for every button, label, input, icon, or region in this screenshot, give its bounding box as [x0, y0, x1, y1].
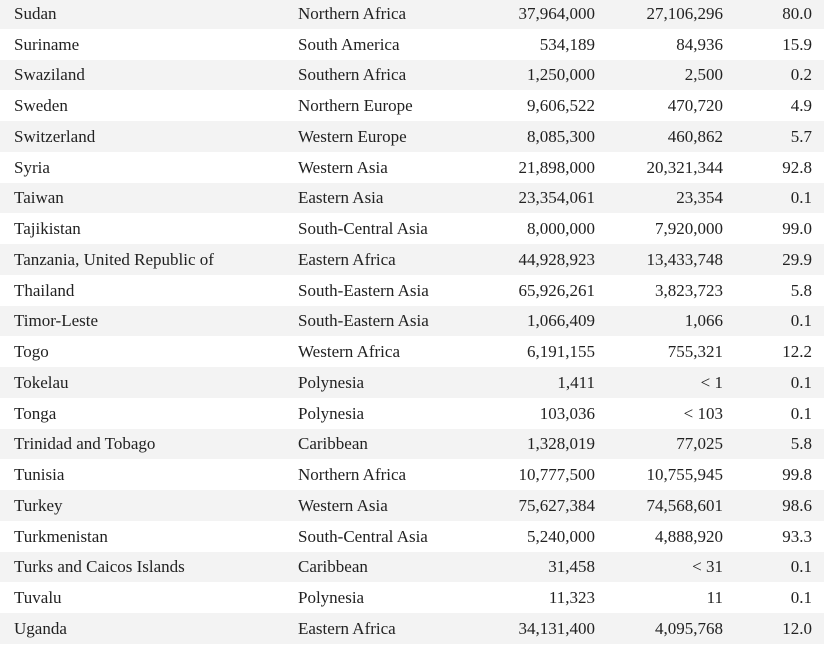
- region-cell: Polynesia: [298, 372, 365, 392]
- region-cell: Northern Africa: [298, 465, 407, 485]
- table-row: [0, 152, 824, 183]
- percent-cell: 12.2: [782, 342, 812, 362]
- population-cell: 23,354,061: [518, 188, 595, 208]
- percent-cell: 0.1: [790, 403, 812, 423]
- country-cell: Tajikistan: [14, 219, 81, 239]
- count-cell: 470,720: [667, 96, 723, 116]
- table-row: [0, 552, 824, 583]
- percent-cell: 98.6: [782, 495, 812, 515]
- table-row: [0, 429, 824, 460]
- population-cell: 1,328,019: [527, 434, 595, 454]
- region-cell: South-Eastern Asia: [298, 280, 429, 300]
- percent-cell: 4.9: [790, 96, 812, 116]
- region-cell: Polynesia: [298, 588, 365, 608]
- population-cell: 11,323: [548, 588, 595, 608]
- country-cell: Tuvalu: [14, 588, 62, 608]
- country-cell: Turks and Caicos Islands: [14, 557, 185, 577]
- region-cell: Western Asia: [298, 157, 388, 177]
- country-cell: Thailand: [14, 280, 75, 300]
- percent-cell: 29.9: [782, 249, 812, 269]
- count-cell: 1,066: [684, 311, 723, 331]
- percent-cell: 5.7: [790, 126, 812, 146]
- population-cell: 1,066,409: [527, 311, 595, 331]
- percent-cell: 92.8: [782, 157, 812, 177]
- percent-cell: 0.1: [790, 372, 812, 392]
- count-cell: 27,106,296: [646, 3, 723, 23]
- count-cell: 4,095,768: [655, 618, 723, 638]
- country-cell: Syria: [14, 157, 50, 177]
- table-row: [0, 306, 824, 337]
- count-cell: < 31: [692, 557, 723, 577]
- table-row: [0, 490, 824, 521]
- country-cell: Sudan: [14, 3, 57, 23]
- population-cell: 103,036: [539, 403, 595, 423]
- population-cell: 10,777,500: [518, 465, 595, 485]
- population-cell: 5,240,000: [527, 526, 595, 546]
- region-cell: Caribbean: [298, 434, 368, 454]
- region-cell: Eastern Africa: [298, 618, 396, 638]
- percent-cell: 15.9: [782, 34, 812, 54]
- population-cell: 37,964,000: [518, 3, 595, 23]
- population-cell: 8,000,000: [527, 219, 595, 239]
- percent-cell: 5.8: [790, 434, 812, 454]
- table-row: [0, 0, 824, 29]
- percent-cell: 99.8: [782, 465, 812, 485]
- percent-cell: 99.0: [782, 219, 812, 239]
- count-cell: 4,888,920: [655, 526, 723, 546]
- percent-cell: 0.1: [790, 188, 812, 208]
- percent-cell: 5.8: [790, 280, 812, 300]
- region-cell: Eastern Africa: [298, 249, 396, 269]
- population-cell: 6,191,155: [527, 342, 595, 362]
- region-cell: Northern Europe: [298, 96, 413, 116]
- country-cell: Uganda: [14, 618, 67, 638]
- region-cell: Western Africa: [298, 342, 400, 362]
- population-cell: 534,189: [539, 34, 595, 54]
- count-cell: < 1: [700, 372, 723, 392]
- percent-cell: 0.1: [790, 311, 812, 331]
- count-cell: 11: [706, 588, 723, 608]
- country-cell: Sweden: [14, 96, 68, 116]
- table-row: [0, 121, 824, 152]
- count-cell: < 103: [683, 403, 723, 423]
- population-cell: 8,085,300: [527, 126, 595, 146]
- count-cell: 755,321: [667, 342, 723, 362]
- table-row: [0, 613, 824, 644]
- region-cell: Southern Africa: [298, 65, 407, 85]
- country-cell: Togo: [14, 342, 49, 362]
- table-row: [0, 398, 824, 429]
- count-cell: 13,433,748: [646, 249, 723, 269]
- count-cell: 10,755,945: [646, 465, 723, 485]
- region-cell: Western Asia: [298, 495, 388, 515]
- population-cell: 31,458: [548, 557, 595, 577]
- population-cell: 1,411: [557, 372, 595, 392]
- country-cell: Trinidad and Tobago: [14, 434, 156, 454]
- region-cell: Eastern Asia: [298, 188, 384, 208]
- table-row: [0, 244, 824, 275]
- count-cell: 3,823,723: [655, 280, 723, 300]
- country-cell: Turkmenistan: [14, 526, 108, 546]
- region-cell: South-Central Asia: [298, 526, 428, 546]
- count-cell: 2,500: [684, 65, 723, 85]
- population-cell: 65,926,261: [518, 280, 595, 300]
- percent-cell: 0.1: [790, 588, 812, 608]
- population-cell: 9,606,522: [527, 96, 595, 116]
- table-row: [0, 275, 824, 306]
- table-row: [0, 459, 824, 490]
- count-cell: 84,936: [676, 34, 723, 54]
- population-cell: 75,627,384: [518, 495, 595, 515]
- count-cell: 20,321,344: [646, 157, 723, 177]
- table-row: [0, 521, 824, 552]
- country-cell: Taiwan: [14, 188, 64, 208]
- table-row: [0, 60, 824, 91]
- table-row: [0, 90, 824, 121]
- region-cell: South America: [298, 34, 400, 54]
- region-cell: Northern Africa: [298, 3, 407, 23]
- percent-cell: 0.2: [790, 65, 812, 85]
- percent-cell: 80.0: [782, 3, 812, 23]
- table-row: [0, 29, 824, 60]
- country-cell: Tunisia: [14, 465, 65, 485]
- percent-cell: 93.3: [782, 526, 812, 546]
- population-cell: 44,928,923: [518, 249, 595, 269]
- region-cell: Western Europe: [298, 126, 407, 146]
- country-cell: Suriname: [14, 34, 80, 54]
- table-row: [0, 582, 824, 613]
- region-cell: South-Central Asia: [298, 219, 428, 239]
- table-row: [0, 336, 824, 367]
- count-cell: 23,354: [676, 188, 723, 208]
- table-row: [0, 183, 824, 214]
- table-row: [0, 213, 824, 244]
- count-cell: 74,568,601: [646, 495, 723, 515]
- count-cell: 7,920,000: [655, 219, 723, 239]
- population-cell: 1,250,000: [527, 65, 595, 85]
- count-cell: 460,862: [667, 126, 723, 146]
- country-cell: Switzerland: [14, 126, 96, 146]
- country-cell: Tonga: [14, 403, 57, 423]
- percent-cell: 0.1: [790, 557, 812, 577]
- population-cell: 21,898,000: [518, 157, 595, 177]
- percent-cell: 12.0: [782, 618, 812, 638]
- country-cell: Swaziland: [14, 65, 85, 85]
- country-cell: Tokelau: [14, 372, 69, 392]
- country-cell: Tanzania, United Republic of: [14, 249, 214, 269]
- population-cell: 34,131,400: [518, 618, 595, 638]
- region-cell: South-Eastern Asia: [298, 311, 429, 331]
- region-cell: Caribbean: [298, 557, 368, 577]
- count-cell: 77,025: [676, 434, 723, 454]
- country-cell: Turkey: [14, 495, 63, 515]
- country-cell: Timor-Leste: [14, 311, 99, 331]
- table-row: [0, 367, 824, 398]
- region-cell: Polynesia: [298, 403, 365, 423]
